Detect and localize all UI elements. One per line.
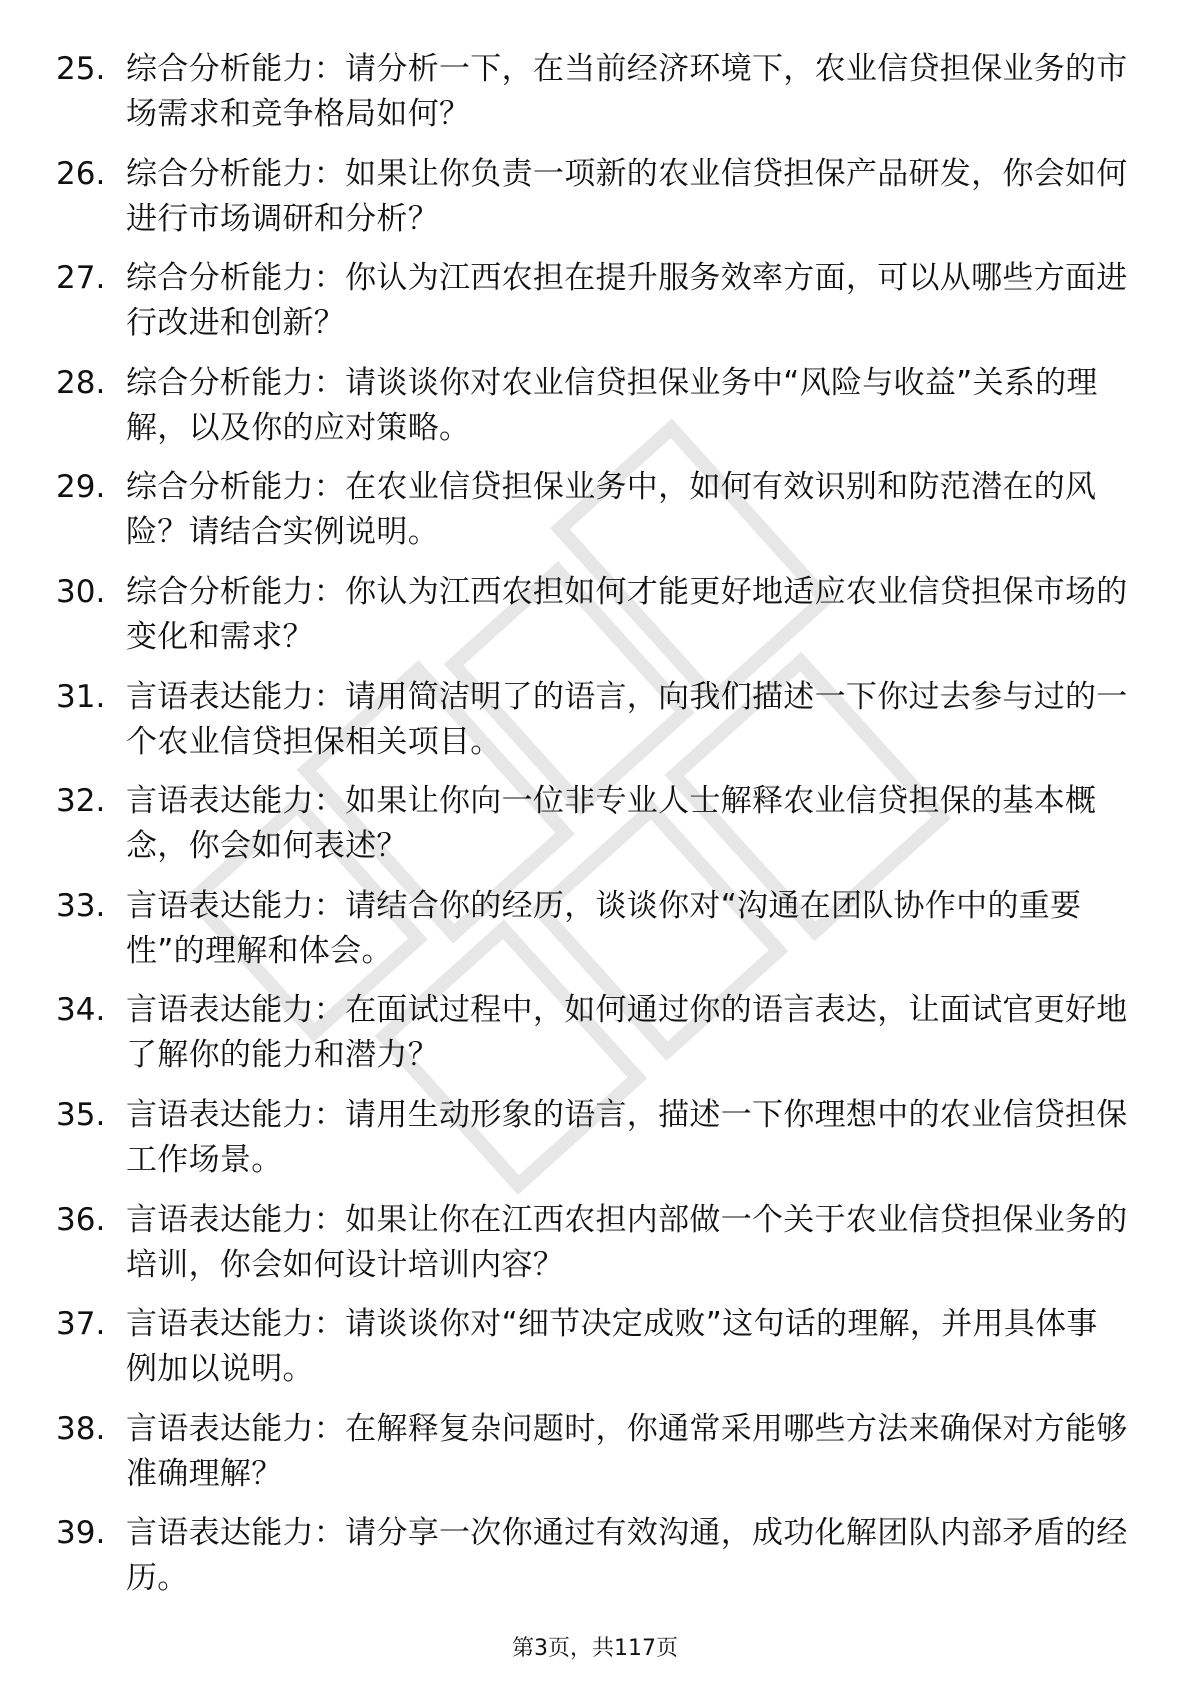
question-number: 26. — [56, 155, 106, 192]
question-number: 39. — [56, 1515, 106, 1552]
list-item — [0, 884, 1190, 989]
question-text: 言语表达能力：请用生动形象的语言，描述一下你理想中的农业信贷担保工作场景。 — [126, 1096, 1128, 1178]
question-number: 25. — [56, 51, 106, 87]
question-text: 综合分析能力：你认为江西农担如何才能更好地适应农业信贷担保市场的变化和需求？ — [126, 573, 1128, 655]
question-number: 34. — [56, 992, 106, 1029]
list-item — [0, 1302, 1190, 1407]
question-number: 31. — [56, 678, 106, 715]
list-item — [0, 47, 1190, 152]
question-text: 言语表达能力：请分享一次你通过有效沟通，成功化解团队内部矛盾的经历。 — [126, 1515, 1128, 1597]
question-number: 36. — [56, 1201, 106, 1238]
question-number: 28. — [56, 364, 106, 401]
question-number: 32. — [56, 783, 106, 820]
question-text: 综合分析能力：你认为江西农担在提升服务效率方面，可以从哪些方面进行改进和创新？ — [126, 260, 1128, 342]
list-item — [0, 570, 1190, 675]
question-text: 言语表达能力：在解释复杂问题时，你通常采用哪些方法来确保对方能够准确理解？ — [126, 1410, 1128, 1492]
question-text: 综合分析能力：请谈谈你对农业信贷担保业务中“风险与收益”关系的理解，以及你的应对策略。 — [126, 364, 1098, 446]
question-text: 言语表达能力：在面试过程中，如何通过你的语言表达，让面试官更好地了解你的能力和潜力？ — [126, 992, 1128, 1074]
question-list — [0, 47, 1190, 1616]
question-text: 综合分析能力：如果让你负责一项新的农业信贷担保产品研发，你会如何进行市场调研和分析？ — [126, 155, 1128, 237]
list-item — [0, 1511, 1190, 1616]
question-number: 35. — [56, 1096, 106, 1133]
question-text: 综合分析能力：请分析一下，在当前经济环境下，农业信贷担保业务的市场需求和竞争格局如何？ — [126, 51, 1128, 132]
page-footer — [0, 1634, 1190, 1664]
list-item — [0, 1093, 1190, 1198]
question-number: 27. — [56, 260, 106, 297]
list-item — [0, 675, 1190, 780]
question-text: 综合分析能力：在农业信贷担保业务中，如何有效识别和防范潜在的风险？请结合实例说明。 — [126, 469, 1097, 551]
question-text: 言语表达能力：请结合你的经历，谈谈你对“沟通在团队协作中的重要性”的理解和体会。 — [126, 887, 1082, 969]
question-number: 29. — [56, 469, 106, 506]
question-number: 38. — [56, 1410, 106, 1447]
question-text: 言语表达能力：如果让你在江西农担内部做一个关于农业信贷担保业务的培训，你会如何设计培训内容？ — [126, 1201, 1128, 1283]
question-number: 33. — [56, 887, 106, 924]
list-item — [0, 1407, 1190, 1512]
question-text: 言语表达能力：请用简洁明了的语言，向我们描述一下你过去参与过的一个农业信贷担保相关项目。 — [126, 678, 1128, 760]
list-item — [0, 779, 1190, 884]
list-item — [0, 152, 1190, 257]
list-item — [0, 1198, 1190, 1303]
page-number-label: 第3页，共117页 — [512, 1636, 678, 1661]
list-item — [0, 256, 1190, 361]
question-text: 言语表达能力：如果让你向一位非专业人士解释农业信贷担保的基本概念，你会如何表述？ — [126, 783, 1097, 865]
list-item — [0, 988, 1190, 1093]
question-text: 言语表达能力：请谈谈你对“细节决定成败”这句话的理解，并用具体事例加以说明。 — [126, 1306, 1098, 1388]
question-number: 37. — [56, 1306, 106, 1343]
list-item — [0, 465, 1190, 570]
list-item — [0, 361, 1190, 466]
question-number: 30. — [56, 573, 106, 610]
